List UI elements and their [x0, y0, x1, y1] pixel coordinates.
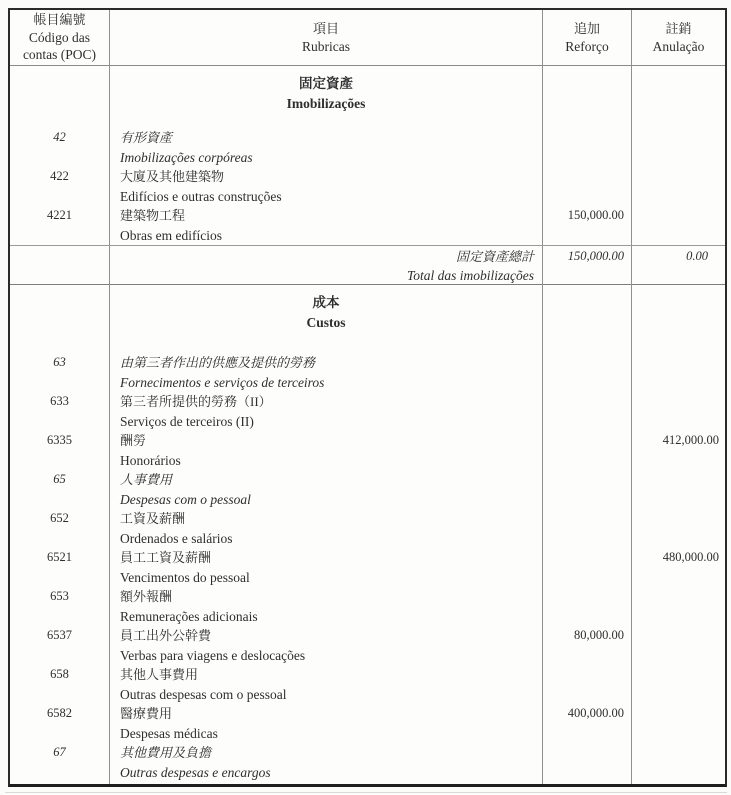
filler-anulacao: [632, 782, 725, 784]
item-name-zh: 有形資產: [110, 128, 543, 148]
account-code: 6537: [10, 626, 110, 646]
header-account-code-pt-1: Código das: [28, 29, 91, 45]
row-6335-line-pt: [10, 451, 725, 471]
item-name-zh: 員工出外公幹費: [110, 626, 543, 646]
item-name-zh: 其他費用及負擔: [110, 743, 543, 763]
account-code-spacer: [10, 646, 110, 666]
reforco-spacer: [543, 412, 632, 432]
header-anulacao-column: [632, 10, 725, 65]
header-reforco-zh: 追加: [573, 21, 600, 36]
anulacao-spacer: [632, 529, 725, 549]
reforco-amount: [543, 509, 632, 529]
account-code: 65: [10, 470, 110, 490]
table-header-row: [10, 10, 725, 66]
row-4221-line-zh: [10, 206, 725, 226]
item-name-pt: Despesas médicas: [110, 724, 543, 744]
reforco-amount: [543, 548, 632, 568]
account-code: 6521: [10, 548, 110, 568]
item-name-zh: 工資及薪酬: [110, 509, 543, 529]
item-name-zh: 人事費用: [110, 470, 543, 490]
account-code: 422: [10, 167, 110, 187]
item-name-pt: Outras despesas e encargos: [110, 763, 543, 783]
item-name-pt: Despesas com o pessoal: [110, 490, 543, 510]
account-code: 4221: [10, 206, 110, 226]
account-code: 42: [10, 128, 110, 148]
row-652-line-zh: [10, 509, 725, 529]
account-code-spacer: [10, 148, 110, 168]
account-code-spacer: [10, 724, 110, 744]
anulacao-spacer: [632, 373, 725, 393]
anulacao-spacer: [632, 646, 725, 666]
item-name-zh: 額外報酬: [110, 587, 543, 607]
item-name-pt: Honorários: [110, 451, 543, 471]
item-name-zh: 大廈及其他建築物: [110, 167, 543, 187]
item-name-pt: Obras em edifícios: [110, 226, 543, 246]
item-name-zh: 其他人事費用: [110, 665, 543, 685]
anulacao-spacer: [632, 226, 725, 246]
total-code-spacer: [10, 246, 110, 285]
row-65-line-zh: [10, 470, 725, 490]
account-code-spacer: [10, 490, 110, 510]
title-anulacao-spacer: [632, 285, 725, 353]
anulacao-amount: 412,000.00: [662, 433, 719, 447]
anulacao-spacer: [632, 763, 725, 783]
reforco-spacer: [543, 646, 632, 666]
item-name-pt: Fornecimentos e serviços de terceiros: [110, 373, 543, 393]
scan-edge-shadow: [5, 792, 727, 793]
total-label-zh: 固定資產總計: [455, 249, 534, 264]
account-code: 658: [10, 665, 110, 685]
header-item-column: [110, 10, 543, 65]
item-name-pt: Edifícios e outras construções: [110, 187, 543, 207]
item-name-zh: 酬勞: [110, 431, 543, 451]
anulacao-amount: [632, 587, 725, 607]
account-code-spacer: [10, 685, 110, 705]
row-653-line-zh: [10, 587, 725, 607]
anulacao-amount: [632, 743, 725, 763]
account-code-spacer: [10, 187, 110, 207]
header-account-code-pt-2: contas (POC): [22, 47, 97, 63]
item-name-pt: Serviços de terceiros (II): [110, 412, 543, 432]
reforco-spacer: [543, 451, 632, 471]
account-code: 67: [10, 743, 110, 763]
header-anulacao-pt: Anulação: [652, 38, 705, 54]
total-label-pt: Total das imobilizações: [406, 268, 534, 283]
title-anulacao-spacer: [632, 66, 725, 128]
reforco-amount: [543, 743, 632, 763]
section-title-1: [10, 285, 725, 353]
account-code: 6335: [10, 431, 110, 451]
header-reforco-pt: Reforço: [565, 38, 609, 54]
section-title-cell: [110, 66, 543, 128]
anulacao-amount: [632, 167, 725, 187]
row-658-line-pt: [10, 685, 725, 705]
header-anulacao-zh: 註銷: [665, 21, 692, 36]
row-6537-line-pt: [10, 646, 725, 666]
section-title-zh: 成本: [312, 295, 340, 310]
section-title-cell: [110, 285, 543, 353]
anulacao-amount: [632, 128, 725, 148]
reforco-spacer: [543, 568, 632, 588]
reforco-spacer: [543, 373, 632, 393]
reforco-spacer: [543, 187, 632, 207]
account-code: 633: [10, 392, 110, 412]
row-4221-line-pt: [10, 226, 725, 246]
row-67-line-pt: [10, 763, 725, 783]
filler-row: [10, 782, 725, 784]
item-name-pt: Imobilizações corpóreas: [110, 148, 543, 168]
reforco-spacer: [543, 607, 632, 627]
anulacao-spacer: [632, 412, 725, 432]
anulacao-amount: 480,000.00: [662, 550, 719, 564]
section-title-zh: 固定資產: [299, 76, 353, 91]
section-title-pt: Imobilizações: [286, 96, 366, 111]
reforco-spacer: [543, 685, 632, 705]
anulacao-spacer: [632, 187, 725, 207]
title-reforco-spacer: [543, 285, 632, 353]
row-633-line-pt: [10, 412, 725, 432]
budget-amendment-table: [8, 8, 727, 787]
title-code-spacer: [10, 285, 110, 353]
item-name-zh: 醫療費用: [110, 704, 543, 724]
anulacao-amount: [632, 392, 725, 412]
account-code-spacer: [10, 529, 110, 549]
account-code-spacer: [10, 451, 110, 471]
section-total-0: [10, 245, 725, 285]
account-code-spacer: [10, 568, 110, 588]
reforco-amount: [543, 167, 632, 187]
reforco-amount: 150,000.00: [543, 206, 632, 226]
total-anulacao-cell: [632, 246, 725, 285]
account-code-spacer: [10, 607, 110, 627]
header-item-pt: Rubricas: [302, 38, 350, 54]
header-account-code-column: [10, 10, 110, 65]
section-title-pt: Custos: [306, 315, 346, 330]
anulacao-amount: [632, 665, 725, 685]
reforco-amount: [543, 470, 632, 490]
reforco-spacer: [543, 763, 632, 783]
row-6521-line-pt: [10, 568, 725, 588]
anulacao-spacer: [632, 451, 725, 471]
total-reforco-amount: 150,000.00: [567, 249, 624, 263]
row-63-line-zh: [10, 353, 725, 373]
filler-item: [110, 782, 543, 784]
anulacao-amount: [632, 470, 725, 490]
item-name-pt: Remunerações adicionais: [110, 607, 543, 627]
account-code-spacer: [10, 226, 110, 246]
row-422-line-zh: [10, 167, 725, 187]
item-name-pt: Ordenados e salários: [110, 529, 543, 549]
anulacao-spacer: [632, 607, 725, 627]
reforco-amount: [543, 353, 632, 373]
row-652-line-pt: [10, 529, 725, 549]
row-6582-line-pt: [10, 724, 725, 744]
reforco-amount: [543, 128, 632, 148]
anulacao-spacer: [632, 490, 725, 510]
row-42-line-pt: [10, 148, 725, 168]
row-653-line-pt: [10, 607, 725, 627]
row-6582-line-zh: [10, 704, 725, 724]
reforco-amount: [543, 665, 632, 685]
item-name-zh: 由第三者作出的供應及提供的勞務: [110, 353, 543, 373]
row-6521-line-zh: [10, 548, 725, 568]
row-6537-line-zh: [10, 626, 725, 646]
item-name-pt: Verbas para viagens e deslocações: [110, 646, 543, 666]
item-name-zh: 員工工資及薪酬: [110, 548, 543, 568]
reforco-amount: [543, 392, 632, 412]
total-label-cell: [110, 246, 543, 285]
row-42-line-zh: [10, 128, 725, 148]
anulacao-amount: [632, 353, 725, 373]
account-code: 6582: [10, 704, 110, 724]
section-title-0: [10, 66, 725, 128]
filler-reforco: [543, 782, 632, 784]
account-code: 63: [10, 353, 110, 373]
anulacao-amount: [632, 206, 725, 226]
row-633-line-zh: [10, 392, 725, 412]
row-63-line-pt: [10, 373, 725, 393]
reforco-amount: 400,000.00: [543, 704, 632, 724]
row-67-line-zh: [10, 743, 725, 763]
account-code-spacer: [10, 412, 110, 432]
anulacao-spacer: [632, 148, 725, 168]
reforco-spacer: [543, 724, 632, 744]
reforco-spacer: [543, 490, 632, 510]
reforco-spacer: [543, 529, 632, 549]
total-anulacao-amount: 0.00: [686, 249, 708, 263]
title-code-spacer: [10, 66, 110, 128]
anulacao-spacer: [632, 724, 725, 744]
reforco-amount: [543, 431, 632, 451]
row-422-line-pt: [10, 187, 725, 207]
header-item-zh: 項目: [312, 21, 339, 36]
row-658-line-zh: [10, 665, 725, 685]
filler-code: [10, 782, 110, 784]
total-reforco-cell: [543, 246, 632, 285]
anulacao-spacer: [632, 685, 725, 705]
header-account-code-zh: 帳目編號: [33, 12, 86, 28]
anulacao-amount: [632, 626, 725, 646]
account-code-spacer: [10, 763, 110, 783]
row-65-line-pt: [10, 490, 725, 510]
anulacao-spacer: [632, 568, 725, 588]
account-code: 653: [10, 587, 110, 607]
item-name-pt: Outras despesas com o pessoal: [110, 685, 543, 705]
anulacao-amount: [632, 704, 725, 724]
table-body: [10, 66, 725, 784]
header-reforco-column: [543, 10, 632, 65]
account-code: 652: [10, 509, 110, 529]
reforco-amount: 80,000.00: [543, 626, 632, 646]
row-6335-line-zh: [10, 431, 725, 451]
item-name-pt: Vencimentos do pessoal: [110, 568, 543, 588]
item-name-zh: 建築物工程: [110, 206, 543, 226]
item-name-zh: 第三者所提供的勞務（II）: [110, 392, 543, 412]
reforco-spacer: [543, 226, 632, 246]
account-code-spacer: [10, 373, 110, 393]
anulacao-amount: [632, 509, 725, 529]
reforco-amount: [543, 587, 632, 607]
reforco-spacer: [543, 148, 632, 168]
title-reforco-spacer: [543, 66, 632, 128]
